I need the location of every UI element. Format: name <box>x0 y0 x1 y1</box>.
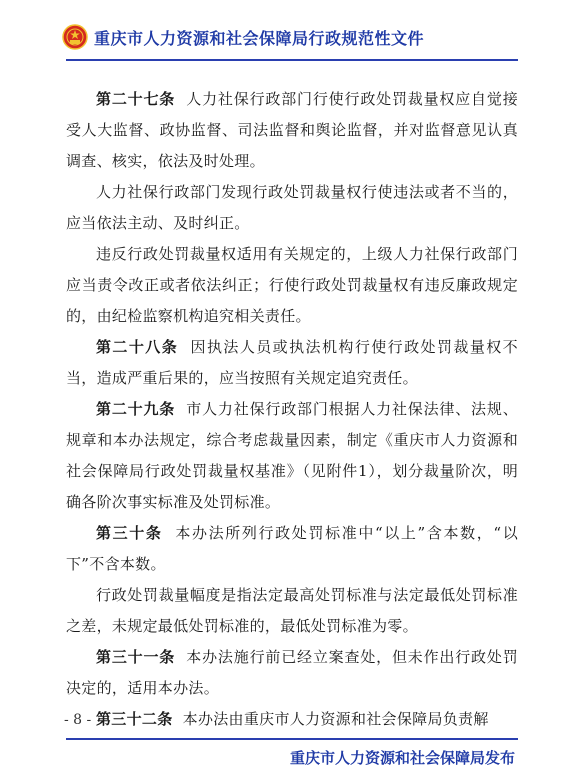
article-heading: 第三十一条 <box>96 648 176 666</box>
paragraph-text: 因执法人员或执法机构行使行政处罚裁量权不当，造成严重后果的，应当按照有关规定追究责任。 <box>66 338 518 387</box>
header-divider <box>66 59 518 61</box>
paragraph <box>66 177 518 239</box>
paragraph <box>66 332 518 394</box>
paragraph <box>66 394 518 518</box>
article-heading: 第三十二条 <box>96 710 173 728</box>
footer-publisher: 重庆市人力资源和社会保障局发布 <box>289 749 515 767</box>
paragraph-text: 人力社保行政部门发现行政处罚裁量权行使违法或者不当的，应当依法主动、及时纠正。 <box>66 183 518 232</box>
paragraph <box>66 642 518 704</box>
paragraph-text: 违反行政处罚裁量权适用有关规定的，上级人力社保行政部门应当责令改正或者依法纠正；行使行政处罚裁量权有违反廉政规定的，由纪检监察机构追究相关责任。 <box>66 245 518 325</box>
article-heading: 第二十七条 <box>96 90 176 108</box>
footer-divider <box>66 738 518 740</box>
document-header <box>62 20 424 54</box>
article-heading: 第二十八条 <box>96 338 179 356</box>
document-body <box>66 84 518 735</box>
paragraph-text: 本办法所列行政处罚标准中“以上”含本数，“以下”不含本数。 <box>66 524 519 573</box>
article-heading: 第二十九条 <box>96 400 176 418</box>
paragraph <box>66 704 518 735</box>
paragraph <box>66 518 518 580</box>
paragraph-text: 本办法施行前已经立案查处，但未作出行政处罚决定的，适用本办法。 <box>66 648 518 697</box>
paragraph <box>66 239 518 332</box>
paragraph <box>66 84 518 177</box>
article-heading: 第三十条 <box>96 524 163 542</box>
paragraph-text: 人力社保行政部门行使行政处罚裁量权应自觉接受人大监督、政协监督、司法监督和舆论监督，并对监督意见认真调查、核实，依法及时处理。 <box>66 90 518 170</box>
header-title: 重庆市人力资源和社会保障局行政规范性文件 <box>94 28 425 48</box>
paragraph-text: 市人力社保行政部门根据人力社保法律、法规、规章和本办法规定，综合考虑裁量因素，制定《重庆市人力资源和社会保障局行政处罚裁量权基准》（见附件1），划分裁量阶次，明确各阶次事实标准及处罚标准。 <box>66 400 518 511</box>
page-number: - 8 - <box>64 712 92 728</box>
national-emblem-icon <box>62 24 88 50</box>
paragraph <box>66 580 518 642</box>
paragraph-text: 本办法由重庆市人力资源和社会保障局负责解 <box>182 710 489 728</box>
paragraph-text: 行政处罚裁量幅度是指法定最高处罚标准与法定最低处罚标准之差，未规定最低处罚标准的，最低处罚标准为零。 <box>66 586 518 635</box>
